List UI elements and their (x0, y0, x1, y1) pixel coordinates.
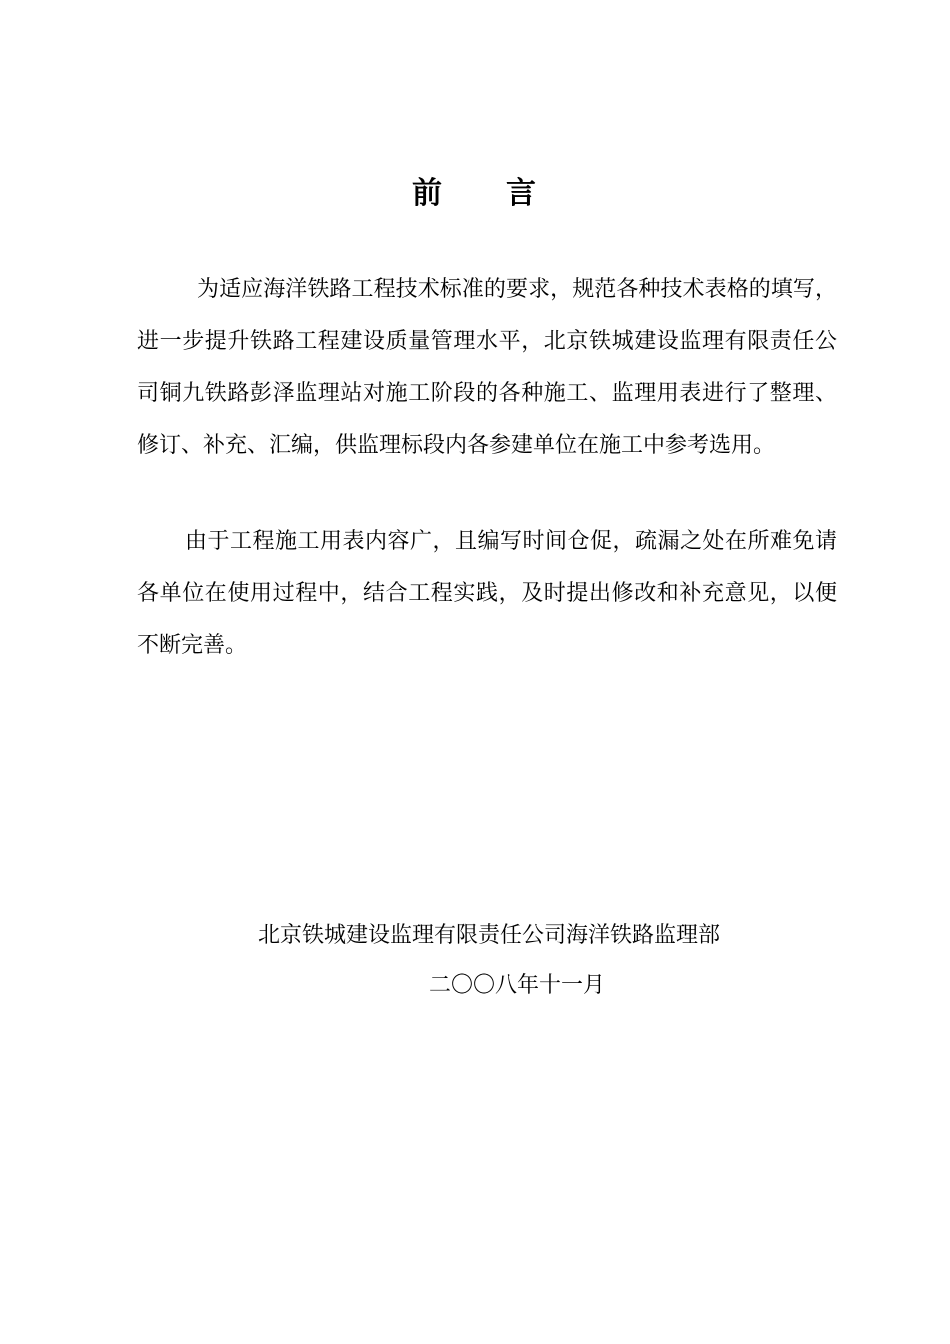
page-title (0, 168, 950, 212)
signature-organization: 北京铁城建设监理有限责任公司海洋铁路监理部 (258, 923, 721, 948)
title-char-1: 前 (412, 176, 444, 211)
signature-date: 二〇〇八年十一月 (429, 973, 606, 998)
paragraph-2: 由于工程施工用表内容广，且编写时间仓促，疏漏之处在所难免请各单位在使用过程中，结合工程实践，及时提出修改和补充意见，以便不断完善。 (137, 529, 837, 658)
paragraph-1: 为适应海洋铁路工程技术标准的要求，规范各种技术表格的填写，进一步提升铁路工程建设质量管理水平，北京铁城建设监理有限责任公司铜九铁路彭泽监理站对施工阶段的各种施工、监理用表进行了整理、修订、补充、汇编，供监理标段内各参建单位在施工中参考选用。 (137, 277, 837, 458)
title-char-2: 言 (506, 176, 538, 211)
